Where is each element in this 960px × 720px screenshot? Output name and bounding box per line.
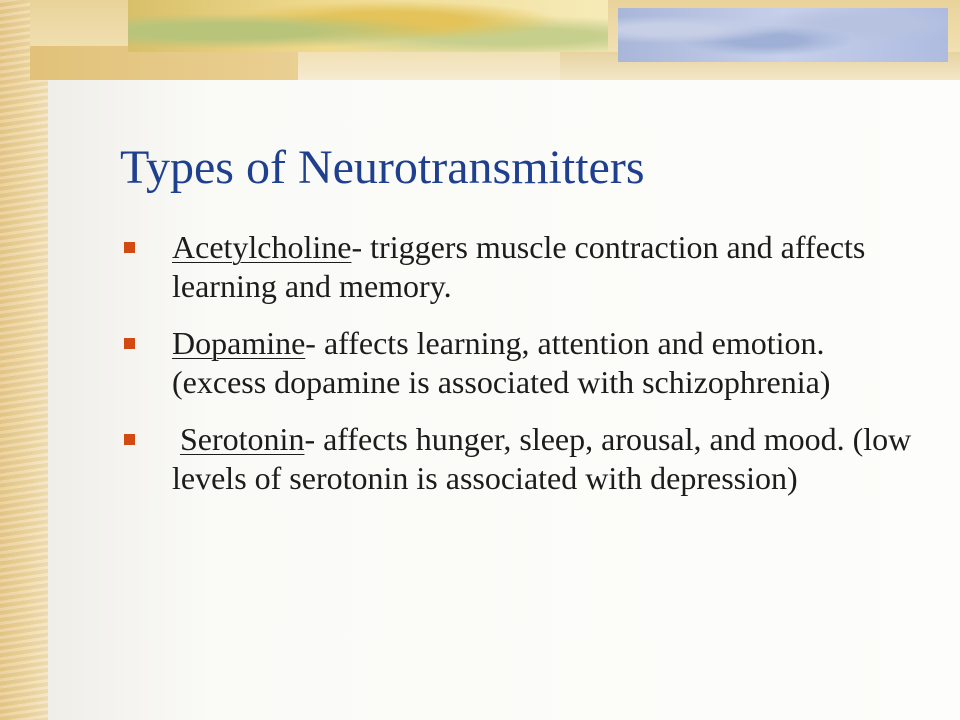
bullet-item-acetylcholine [124,228,914,306]
bullet-lead-space [172,421,180,457]
term-serotonin: Serotonin [180,421,305,457]
bullet-item-serotonin [124,420,914,498]
bullet-description: - triggers muscle contraction and affects learning and memory. [172,229,866,304]
top-decorative-banner [0,0,960,90]
bullet-description: - affects learning, attention and emotion. (excess dopamine is associated with schizophrenia) [172,325,831,400]
bullet-item-dopamine [124,324,914,402]
square-bullet-icon [124,434,135,445]
term-acetylcholine: Acetylcholine [172,229,352,265]
square-bullet-icon [124,338,135,349]
left-decorative-strip [0,0,48,720]
bullet-list [124,228,914,498]
square-bullet-icon [124,242,135,253]
banner-blue-floral-image [618,8,948,62]
banner-floral-image [128,0,608,52]
slide-title: Types of Neurotransmitters [120,141,645,194]
term-dopamine: Dopamine [172,325,306,361]
bullet-description: - affects hunger, sleep, arousal, and mood. (low levels of serotonin is associated with depression) [172,421,912,496]
